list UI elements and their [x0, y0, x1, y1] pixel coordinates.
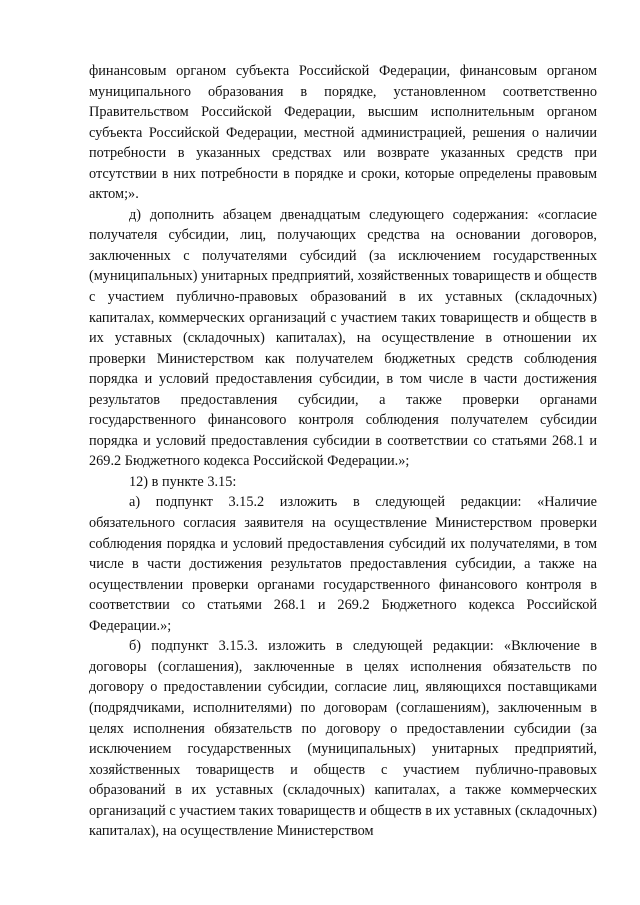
paragraph-d: д) дополнить абзацем двенадцатым следующего содержания: «согласие получателя субсидии, лиц, получающих средства на основании договоров, заключенных с получателями субсидий (за исключением государственных (муниципальных) унитарных предприятий, хозяйственных товариществ и обществ с участием публично-правовых образований в их уставных (складочных) капиталах, коммерческих организаций с участием таких товариществ и обществ в их уставных (складочных) капиталах), на осуществление в отношении их проверки Министерством как получателем бюджетных средств соблюдения порядка и условий предоставления субсидии, в том числе в части достижения результатов предоставления субсидии, а также проверки органами государственного финансового контроля соблюдения получателем субсидии порядка и условий предоставления субсидии в соответствии со статьями 268.1 и 269.2 Бюджетного кодекса Российской Федерации.»; — [89, 206, 597, 470]
document-page — [89, 61, 597, 842]
paragraph-b: б) подпункт 3.15.3. изложить в следующей редакции: «Включение в договоры (соглашения), заключенные в целях исполнения обязательств по договору о предоставлении субсидии, согласие лиц, являющихся поставщиками (подрядчиками, исполнителями) по договорам (соглашениям), заключенным в целях исполнения обязательств по договору о предоставлении субсидии (за исключением государственных (муниципальных) унитарных предприятий, хозяйственных товариществ и обществ с участием публично-правовых образований в их уставных (складочных) капиталах, а также коммерческих организаций с участием таких товариществ и обществ в их уставных (складочных) капиталах), на осуществление Министерством — [89, 638, 597, 840]
paragraph-item-12: 12) в пункте 3.15: — [129, 473, 237, 490]
paragraph-continuation: финансовым органом субъекта Российской Федерации, финансовым органом муниципального образования в порядке, установленном соответственно Правительством Российской Федерации, высшим исполнительным органом субъекта Российской Федерации, местной администрацией, решения о наличии потребности в указанных средствах или возврате указанных средств при отсутствии в них потребности в порядке и сроки, которые определены правовым актом;». — [89, 63, 597, 203]
paragraph-a: а) подпункт 3.15.2 изложить в следующей редакции: «Наличие обязательного согласия заявителя на осуществление Министерством проверки соблюдения порядка и условий предоставления субсидий их получателями, в том числе в части достижения результатов предоставления субсидии, а также на осуществлении проверки органами государственного финансового контроля в соответствии со статьями 268.1 и 269.2 Бюджетного кодекса Российской Федерации.»; — [89, 494, 597, 634]
